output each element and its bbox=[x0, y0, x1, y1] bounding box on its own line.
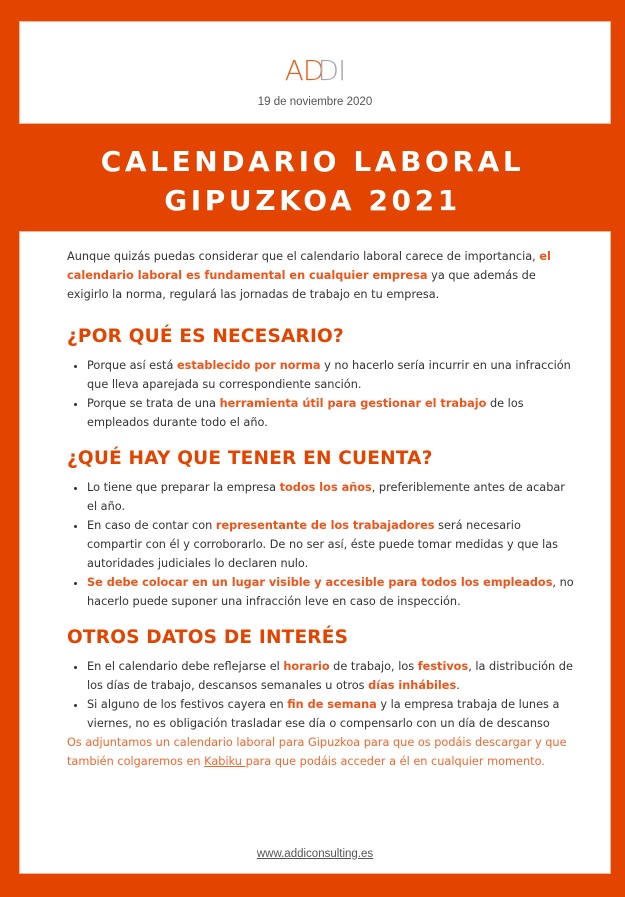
page-title bbox=[0, 142, 625, 220]
section-heading: OTROS DATOS DE INTERÉS bbox=[67, 627, 349, 648]
section-other-data bbox=[67, 625, 577, 733]
attachment-note: Os adjuntamos un calendario laboral para Gipuzkoa para que os podáis descargar y que también colgaremos en Kabiku para que podáis acceder a él en cualquier momento. bbox=[67, 736, 567, 768]
header-panel bbox=[20, 22, 610, 123]
publication-date: 19 de noviembre 2020 bbox=[257, 96, 373, 108]
list-item: • Porque así está establecido por norma y no hacerlo sería incurrir en una infracción que lleva aparejada su correspondiente sanción. bbox=[87, 356, 577, 394]
kabiku-link[interactable]: Kabiku bbox=[204, 755, 246, 768]
footer bbox=[20, 848, 610, 860]
title-line-1: CALENDARIO LABORAL bbox=[100, 145, 525, 178]
main-panel bbox=[20, 232, 610, 873]
addi-logo bbox=[20, 56, 610, 86]
bullet-list bbox=[67, 657, 577, 733]
intro-highlight: el calendario laboral es fundamental en cualquier empresa bbox=[67, 250, 551, 282]
intro-text-end: ya que además de exigirlo la norma, regulará las jornadas de trabajo en tu empresa. bbox=[67, 269, 536, 301]
list-item: • Lo tiene que preparar la empresa todos los años, preferiblemente antes de acabar el año. bbox=[87, 478, 577, 516]
logo-primary: AD bbox=[284, 54, 324, 87]
list-item: • Si alguno de los festivos cayera en fin de semana y la empresa trabaja de lunes a viernes, no es obligación trasladar ese día o compensarlo con un día de descanso bbox=[87, 695, 577, 733]
intro-paragraph bbox=[67, 247, 577, 304]
bullet-list bbox=[67, 356, 577, 432]
section-heading: ¿POR QUÉ ES NECESARIO? bbox=[67, 326, 344, 347]
title-line-2: GIPUZKOA 2021 bbox=[164, 184, 461, 217]
section-heading: ¿QUÉ HAY QUE TENER EN CUENTA? bbox=[67, 448, 433, 469]
section-what-to-consider bbox=[67, 446, 577, 611]
intro-text: Aunque quizás puedas considerar que el calendario laboral carece de importancia, bbox=[67, 250, 540, 263]
website-link[interactable]: www.addiconsulting.es bbox=[256, 848, 374, 860]
list-item: • Porque se trata de una herramienta útil para gestionar el trabajo de los empleados durante todo el año. bbox=[87, 394, 577, 432]
content bbox=[67, 247, 577, 771]
logo-secondary: DI bbox=[317, 54, 346, 87]
list-item: • En el calendario debe reflejarse el horario de trabajo, los festivos, la distribución de los días de trabajo, descansos semanales u otros días inhábiles. bbox=[87, 657, 577, 695]
list-item: • En caso de contar con representante de los trabajadores será necesario compartir con él y corroborarlo. De no ser así, éste puede tomar medidas y que las autoridades judiciales lo declaren nulo. bbox=[87, 516, 577, 573]
list-item: • Se debe colocar en un lugar visible y accesible para todos los empleados, no hacerlo puede suponer una infracción leve en caso de inspección. bbox=[87, 573, 577, 611]
section-why-necessary bbox=[67, 324, 577, 432]
bullet-list bbox=[67, 478, 577, 611]
